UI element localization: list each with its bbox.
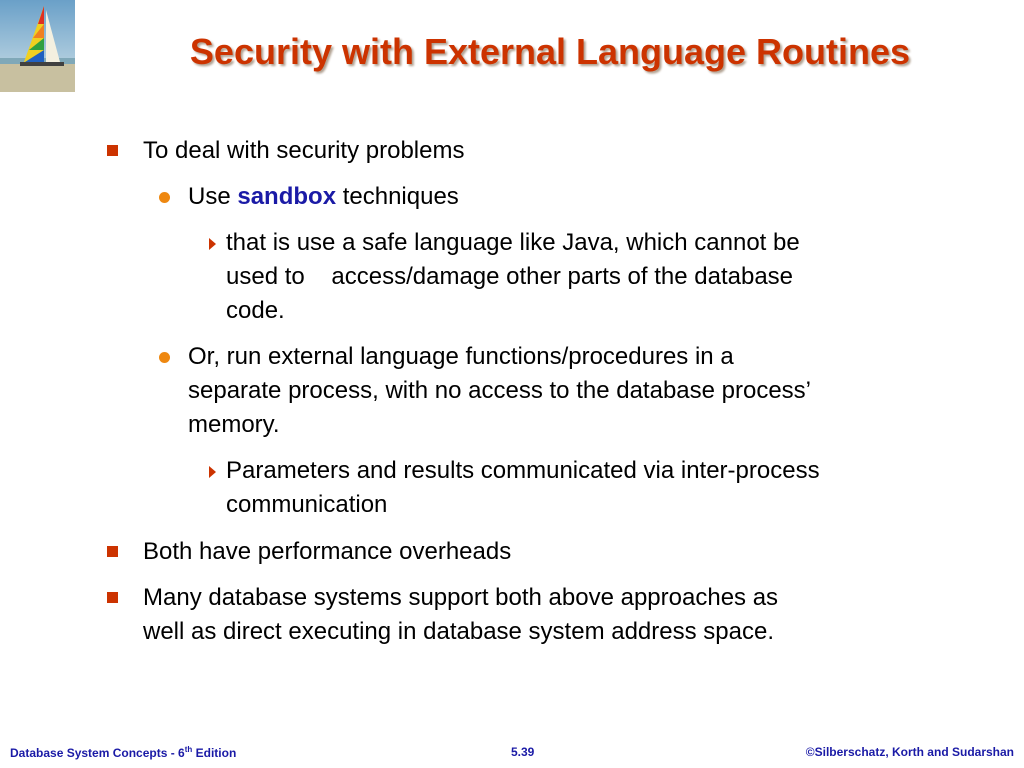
triangle-bullet-icon: [209, 466, 216, 478]
separate-process-line-1: Or, run external language functions/procedures in a: [188, 343, 734, 370]
square-bullet-icon: [107, 546, 118, 557]
footer-book-title: [10, 745, 236, 760]
safe-language-line-1: that is use a safe language like Java, which cannot be: [226, 229, 800, 256]
sandbox-prefix: Use: [188, 183, 238, 210]
square-bullet-icon: [107, 145, 118, 156]
many-systems-line-1: Many database systems support both above approaches as: [143, 584, 779, 611]
sandbox-suffix: techniques: [336, 183, 459, 210]
bullet-sandbox: [188, 180, 459, 214]
ipc-line-2: communication: [226, 491, 388, 518]
bullet-performance: Both have performance overheads: [143, 538, 512, 565]
separate-process-line-2: separate process, with no access to the database process’: [188, 377, 812, 404]
circle-bullet-icon: [159, 192, 170, 203]
safe-language-line-3: code.: [226, 297, 285, 324]
footer-book-title-text: Database System Concepts - 6: [10, 746, 185, 760]
triangle-bullet-icon: [209, 238, 216, 250]
bullet-many-systems: [143, 581, 778, 649]
safe-language-line-2: used to access/damage other parts of the database: [226, 263, 794, 290]
bullet-separate-process: [188, 340, 811, 442]
circle-bullet-icon: [159, 352, 170, 363]
ipc-line-1: Parameters and results communicated via inter-process: [226, 457, 820, 484]
footer-slide-number: 5.39: [511, 745, 535, 759]
sandbox-keyword: sandbox: [237, 183, 337, 210]
square-bullet-icon: [107, 592, 118, 603]
footer-edition-text: Edition: [192, 746, 237, 760]
many-systems-line-2: well as direct executing in database system address space.: [143, 618, 774, 645]
footer-copyright: ©Silberschatz, Korth and Sudarshan: [805, 745, 1014, 759]
bullet-safe-language: [226, 226, 800, 328]
bullet-ipc: [226, 454, 820, 522]
footer-edition-sup: th: [184, 745, 193, 754]
separate-process-line-3: memory.: [188, 411, 280, 438]
bullet-security-problems: To deal with security problems: [143, 137, 465, 164]
slide-title: Security with External Language Routines: [189, 31, 911, 72]
